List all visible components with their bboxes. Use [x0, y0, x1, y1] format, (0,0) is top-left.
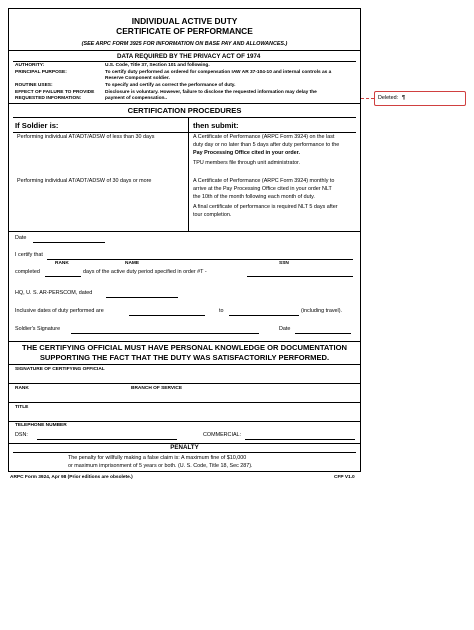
authority-label: AUTHORITY:: [15, 63, 45, 68]
penalty-text-1: The penalty for willfully making a false claim is: A maximum fine of $10,000: [68, 455, 247, 461]
soldier-signature-label: Soldier's Signature: [15, 326, 61, 332]
purpose-text-2: Reserve Component soldier.: [105, 76, 170, 81]
row2-submit-3: the 10th of the month following each month of duty.: [193, 194, 315, 200]
hq-date-field[interactable]: [106, 297, 178, 298]
comment-connector: [361, 98, 374, 99]
row1-submit-3: Pay Processing Office cited in your order.: [193, 150, 300, 156]
row2-submit-2: arrive at the Pay Processing Office cited in your order NLT: [193, 186, 332, 192]
penalty-text-2: or maximum imprisonment of 5 years or both. (U. S. Code, Title 18, Sec 287).: [68, 463, 253, 469]
effect-label-2: REQUESTED INFORMATION:: [15, 96, 82, 101]
row1-submit-4: TPU members file through unit administrator.: [193, 160, 300, 166]
effect-label-1: EFFECT OF FAILURE TO PROVIDE: [15, 90, 95, 95]
days-text: days of the active duty period specified in order #T -: [83, 269, 207, 275]
order-number-field[interactable]: [247, 276, 353, 277]
privacy-heading: DATA REQUIRED BY THE PRIVACY ACT OF 1974: [117, 53, 261, 60]
dsn-label: DSN:: [15, 432, 28, 438]
col-header-if-soldier: If Soldier is:: [15, 121, 59, 130]
pilcrow-icon: ¶: [402, 95, 405, 101]
effect-text-1: Disclosure is voluntary. However, failure to disclose the requested information may delay the: [105, 90, 317, 95]
certify-label: I certify that: [15, 252, 43, 258]
commercial-label: COMMERCIAL:: [203, 432, 242, 438]
row2-submit-4: A final certificate of performance is required NLT 5 days after: [193, 204, 338, 210]
row1-submit-2: duty day or no later than 5 days after duty performance to the: [193, 142, 340, 148]
form-title-line-1: INDIVIDUAL ACTIVE DUTY: [131, 16, 238, 26]
telephone-label: TELEPHONE NUMBER: [15, 423, 67, 428]
certifying-signature-label: SIGNATURE OF CERTIFYING OFFICIAL: [15, 367, 105, 372]
ssn-sublabel: SSN: [279, 261, 289, 266]
routine-label: ROUTINE USES:: [15, 83, 53, 88]
date-field[interactable]: [33, 242, 105, 243]
form-footer-id: ARPC Form 3924, Apr 98 (Prior editions are obsolete.): [10, 475, 133, 480]
penalty-heading: PENALTY: [170, 444, 199, 451]
form-subtitle: (SEE ARPC FORM 3925 FOR INFORMATION ON BASE PAY AND ALLOWANCES.): [81, 41, 288, 47]
rank-sublabel: RANK: [55, 261, 69, 266]
branch-label: BRANCH OF SERVICE: [131, 386, 183, 391]
travel-label: (including travel).: [301, 308, 343, 314]
completed-label: completed: [15, 269, 40, 275]
comment-label: Deleted:: [378, 95, 399, 101]
form-version: CFP V1.0: [334, 475, 355, 480]
commercial-field[interactable]: [245, 439, 355, 440]
dsn-field[interactable]: [37, 439, 177, 440]
authority-text: U.S. Code, Title 37, Section 101 and following.: [105, 63, 210, 68]
certify-field[interactable]: [47, 259, 353, 260]
signature-date-label: Date: [279, 326, 291, 332]
form-title-line-2: CERTIFICATE OF PERFORMANCE: [116, 26, 253, 36]
routine-text: To specify and certify as correct the performance of duty.: [105, 83, 236, 88]
purpose-label: PRINCIPAL PURPOSE:: [15, 70, 67, 75]
certification-heading: CERTIFICATION PROCEDURES: [127, 106, 242, 115]
hq-label: HQ, U. S. AR-PERSCOM, dated: [15, 290, 93, 296]
col-header-then-submit: then submit:: [193, 121, 239, 130]
signature-date-field[interactable]: [295, 333, 351, 334]
row2-submit-1: A Certificate of Performance (ARPC Form 3924) monthly to: [193, 178, 335, 184]
effect-text-2: payment of compensation..: [105, 96, 168, 101]
soldier-signature-field[interactable]: [71, 333, 259, 334]
date-label: Date: [15, 235, 27, 241]
certifying-rank-label: RANK: [15, 386, 29, 391]
row2-submit-5: tour completion.: [193, 212, 232, 218]
certificate-form: [8, 8, 361, 472]
row1-submit-1: A Certificate of Performance (ARPC Form 3924) on the last: [193, 134, 335, 140]
certifying-statement-1: THE CERTIFYING OFFICIAL MUST HAVE PERSONAL KNOWLEDGE OR DOCUMENTATION: [22, 343, 347, 352]
name-sublabel: NAME: [125, 261, 140, 266]
purpose-text-1: To certify duty performed as ordered for compensation IAW AR 37-104-10 and internal controls as a: [105, 70, 332, 75]
row1-condition: Performing individual AT/ADT/ADSW of less than 30 days: [17, 134, 155, 140]
to-label: to: [219, 308, 224, 314]
deleted-comment-balloon[interactable]: [374, 91, 466, 106]
end-date-field[interactable]: [229, 315, 299, 316]
days-field[interactable]: [45, 276, 81, 277]
certifying-statement-2: SUPPORTING THE FACT THAT THE DUTY WAS SATISFACTORILY PERFORMED.: [39, 353, 330, 362]
row2-condition: Performing individual AT/ADT/ADSW of 30 days or more: [17, 178, 152, 184]
certifying-title-label: TITLE: [15, 405, 29, 410]
inclusive-label: Inclusive dates of duty performed are: [15, 308, 104, 314]
start-date-field[interactable]: [129, 315, 205, 316]
